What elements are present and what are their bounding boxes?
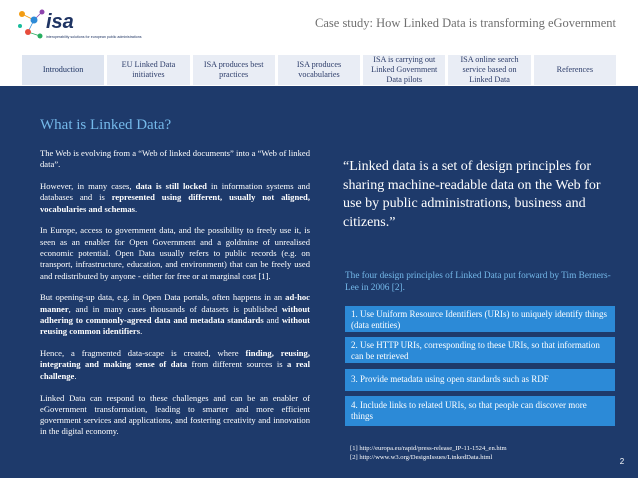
principle-box: 1. Use Uniform Resource Identifiers (URIs) to uniquely identify things (data entities) bbox=[345, 306, 615, 332]
logo-tagline: interoperability solutions for european public administrations bbox=[46, 35, 142, 39]
paragraph: In Europe, access to government data, and the possibility to freely use it, is seen as an enabler for Open Government and a goldmine of unrealised economic potential. Open Data usually refers to public records (e.g. on transport, infrastructure, education, and environment) that can be freely used and redistributed by anyone - either for free or at marginal cost [1]. bbox=[40, 225, 310, 281]
paragraph bbox=[40, 292, 310, 337]
text-run: . bbox=[135, 203, 138, 214]
text-run: and bbox=[263, 315, 282, 326]
header bbox=[0, 0, 638, 86]
tab-isa-search-service[interactable]: ISA online search service based on Linked Data bbox=[448, 55, 530, 85]
references bbox=[350, 444, 610, 462]
paragraph: Linked Data can respond to these challenges and can be an enabler of eGovernment transformation, leading to smarter and more efficient government services and applications, and fostering creativity and innovation in the digital economy. bbox=[40, 392, 310, 437]
emphasis: data is still locked bbox=[135, 181, 207, 192]
text-run: But opening-up data, e.g. in Open Data portals, often happens in an bbox=[40, 292, 286, 303]
principle-box: 4. Include links to related URIs, so that people can discover more things bbox=[345, 396, 615, 426]
principle-box: 2. Use HTTP URIs, corresponding to these URIs, so that information can be retrieved bbox=[345, 337, 615, 363]
emphasis: represented using different, usually not aligned, vocabularies and schemas bbox=[40, 192, 310, 214]
section-title: What is Linked Data? bbox=[40, 117, 172, 133]
emphasis: without reusing common identifiers bbox=[40, 315, 310, 337]
tab-isa-pilots[interactable]: ISA is carrying out Linked Government Data pilots bbox=[363, 55, 445, 85]
tab-references[interactable]: References bbox=[534, 55, 616, 85]
definition-quote: “Linked data is a set of design principles for sharing machine-readable data on the Web for use by public administrations, business and citizens.” bbox=[343, 159, 601, 230]
emphasis: without adhering to commonly-agreed data and metadata standards bbox=[40, 303, 310, 326]
tab-eu-linked-data-initiatives[interactable]: EU Linked Data initiatives bbox=[107, 55, 189, 85]
body-text bbox=[40, 148, 310, 448]
paragraph bbox=[40, 181, 310, 215]
tab-introduction[interactable]: Introduction bbox=[22, 55, 104, 85]
text-run: in information systems and databases and is bbox=[40, 181, 310, 203]
isa-logo bbox=[14, 6, 142, 46]
text-run: Hence, a fragmented data-scape is created, where bbox=[40, 348, 246, 359]
emphasis: finding, reusing, integrating and making sense of data bbox=[40, 348, 311, 370]
logo-wordmark: isa bbox=[46, 11, 74, 33]
paragraph: The Web is evolving from a “Web of linked documents” into a “Web of linked data”. bbox=[40, 148, 310, 170]
page-number: 2 bbox=[619, 457, 625, 466]
case-study-title: Case study: How Linked Data is transforming eGovernment bbox=[315, 16, 616, 30]
content-area bbox=[0, 86, 638, 478]
reference-link[interactable]: [2] http://www.w3.org/DesignIssues/LinkedData.html bbox=[350, 454, 493, 461]
tab-isa-vocabularies[interactable]: ISA produces vocabularies bbox=[278, 55, 360, 85]
paragraph bbox=[40, 348, 310, 382]
text-run: However, in many cases, bbox=[40, 181, 136, 192]
reference-link[interactable]: [1] http://europa.eu/rapid/press-release_IP-11-1524_en.htm bbox=[350, 445, 507, 452]
principle-box: 3. Provide metadata using open standards such as RDF bbox=[345, 369, 615, 391]
text-run: from different sources is bbox=[187, 359, 288, 370]
text-run: . bbox=[74, 370, 77, 381]
emphasis: ad-hoc manner bbox=[40, 292, 310, 314]
text-run: . bbox=[140, 326, 143, 337]
emphasis: a real challenge bbox=[40, 359, 310, 381]
principles-intro: The four design principles of Linked Data put forward by Tim Berners-Lee in 2006 [2]. bbox=[345, 271, 611, 294]
tab-isa-best-practices[interactable]: ISA produces best practices bbox=[193, 55, 275, 85]
text-run: , and in many cases thousands of datasets is published bbox=[68, 303, 282, 314]
nav-tabs bbox=[22, 55, 616, 85]
